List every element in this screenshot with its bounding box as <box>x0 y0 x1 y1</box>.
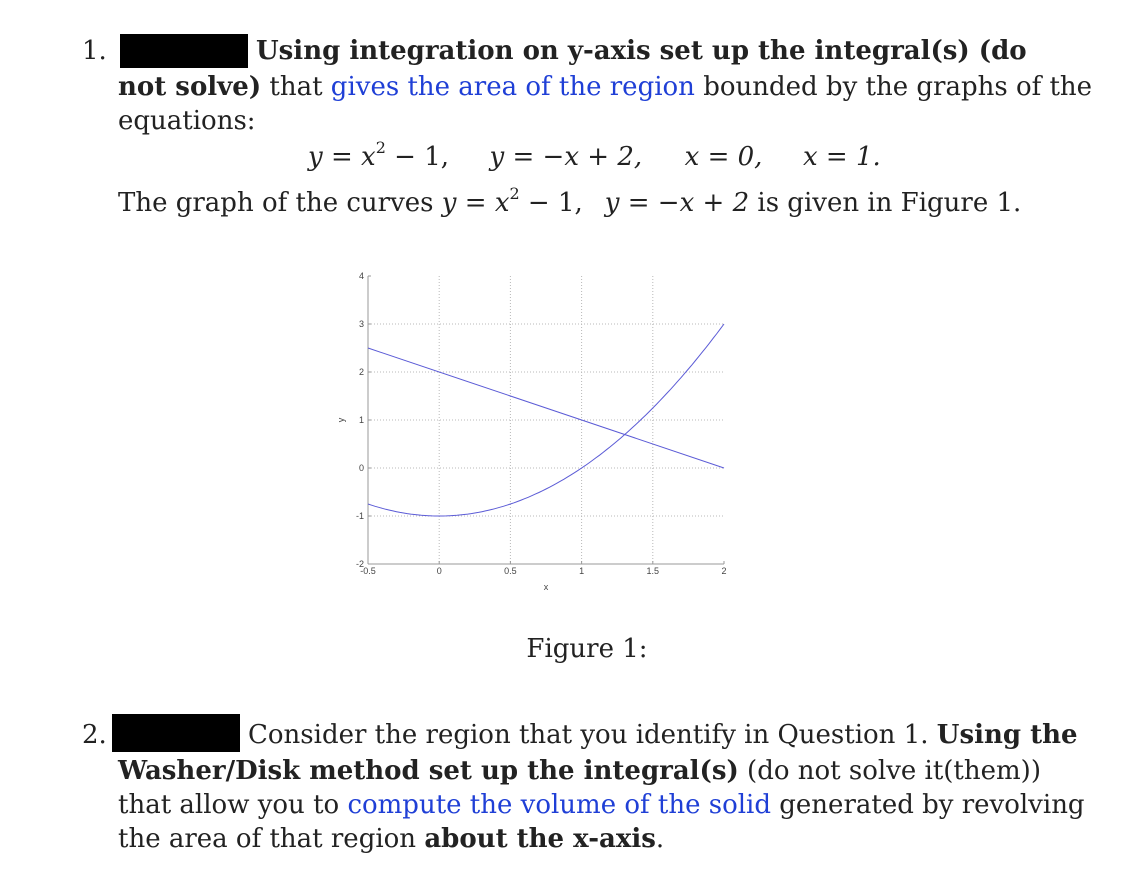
q2-period: . <box>655 824 665 854</box>
eq1-exp: 2 <box>375 138 386 158</box>
q2-washer-disk: Washer/Disk method set up the integral(s) <box>118 756 739 786</box>
question-2-number: 2. <box>82 720 107 750</box>
x-tick-label: 1 <box>579 566 585 576</box>
y-tick-label: -2 <box>355 559 364 569</box>
q1-highlight-area: gives the area of the region <box>330 72 695 102</box>
x-tick-label: 1.5 <box>646 566 660 576</box>
q2-using-the: Using the <box>936 720 1078 750</box>
figure-caption: Figure 1: <box>526 634 648 664</box>
redacted-block-1 <box>120 34 248 68</box>
redacted-block-2 <box>112 714 240 752</box>
graph-eq2: y = −x + 2 <box>604 188 750 218</box>
question-1-number: 1. <box>82 36 107 66</box>
x-tick-label: -0.5 <box>360 566 376 576</box>
y-axis-label: y <box>336 417 346 423</box>
q2-text: that allow you to <box>118 790 348 820</box>
q2-text: the area of that region <box>118 824 425 854</box>
graph-eq1-tail: − 1, <box>519 188 583 218</box>
q1-text: bounded by the graphs of the <box>694 72 1093 102</box>
eq1-var: x <box>361 142 376 172</box>
q2-about-x-axis: about the x-axis <box>424 824 656 854</box>
q1-graph-sentence: The graph of the curves $y = x^2 - 1$, y = −x + 2 is given in Figure 1. <box>118 184 1022 218</box>
y-tick-label: -1 <box>355 511 364 521</box>
y-tick-label: 3 <box>358 319 364 329</box>
x-axis-label: x <box>543 582 549 592</box>
q1-text: that <box>261 72 331 102</box>
q2-text: (do not solve it(them)) <box>738 756 1041 786</box>
y-tick-label: 1 <box>358 415 364 425</box>
q1-not-solve: not solve) <box>118 72 262 102</box>
y-tick-label: 0 <box>358 463 364 473</box>
eq4: x = 1. <box>802 142 881 172</box>
y-tick-label: 2 <box>358 367 364 377</box>
eq1-tail: − 1, <box>385 142 450 172</box>
eq3: x = 0, <box>684 142 763 172</box>
q2-line-4 <box>118 824 664 854</box>
figure-1-chart <box>300 258 760 598</box>
x-tick-label: 2 <box>721 566 727 576</box>
graph-sentence-start: The graph of the curves <box>118 188 442 218</box>
q1-line-3: equations: <box>118 106 256 136</box>
series-line-2 <box>368 348 724 468</box>
graph-eq1-exp: 2 <box>509 184 520 204</box>
q1-line-2 <box>118 72 1092 102</box>
eq2: y = −x + 2, <box>489 142 643 172</box>
q2-highlight-volume: compute the volume of the solid <box>347 790 772 820</box>
x-tick-label: 0 <box>436 566 442 576</box>
q1-lead-text: Using integration on y-axis set up the integral(s) (do <box>256 36 1027 66</box>
graph-eq1-lhs: y <box>441 188 457 218</box>
graph-eq1-var: x <box>494 188 510 218</box>
q2-line-3 <box>118 790 1085 820</box>
eq1-lhs: y <box>308 142 323 172</box>
x-tick-label: 0.5 <box>504 566 517 576</box>
q2-line-2 <box>118 756 1041 786</box>
graph-sentence-end: is given in Figure 1. <box>749 188 1022 218</box>
q2-line-1 <box>248 720 1078 750</box>
q1-equations: $y = x^2 - 1$, y = −x + 2, x = 0, x = 1. <box>308 138 881 172</box>
q2-text: Consider the region that you identify in Question 1. <box>248 720 937 750</box>
y-tick-label: 4 <box>358 271 364 281</box>
q2-text: generated by revolving <box>771 790 1085 820</box>
